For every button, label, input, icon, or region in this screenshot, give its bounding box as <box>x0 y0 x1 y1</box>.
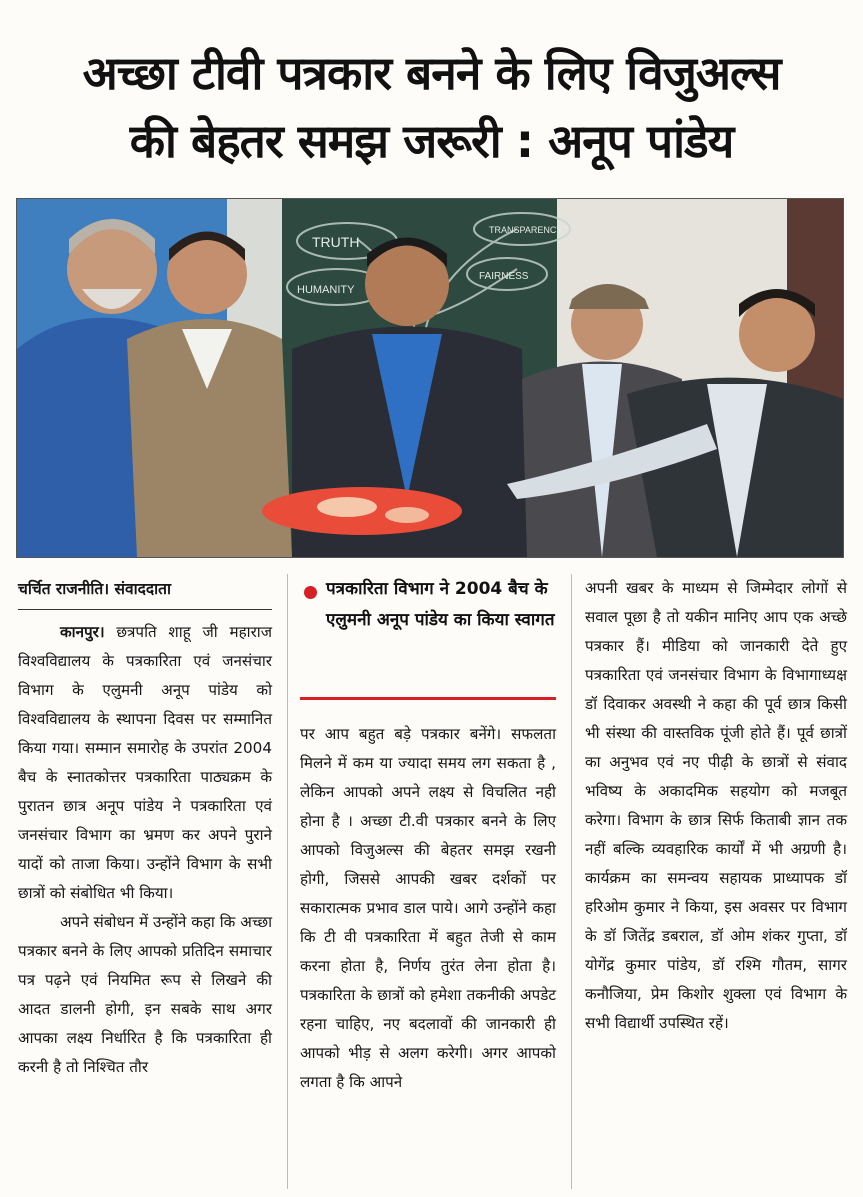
red-bullet-icon <box>304 586 317 599</box>
board-word-truth: TRUTH <box>312 234 360 250</box>
byline: चर्चित राजनीति। संवाददाता <box>18 580 171 598</box>
photo-illustration <box>17 199 843 557</box>
highlight-underline <box>300 697 556 700</box>
highlight-box <box>300 574 556 636</box>
board-word-humanity: HUMANITY <box>297 284 355 296</box>
article-paragraph-1 <box>18 618 272 908</box>
article-column-3-text: अपनी खबर के माध्यम से जिम्मेदार लोगों से सवाल पूछा है तो यकीन मानिए आप एक अच्छे पत्रकार हैं। मीडिया को जानकारी देते हुए पत्रकारिता एवं जनसंचार विभाग के विभागाध्यक्ष डॉ दिवाकर अवस्थी ने कहा की पूर्व छात्र किसी भी संस्था की वास्तविक पूंजी होते हैं। पूर्व छात्रों का अनुभव एवं नए पीढ़ी के छात्रों से संवाद भविष्य के अकादमिक सहयोग को मजबूत करेगा। विभाग के छात्र सिर्फ किताबी ज्ञान तक नहीं बल्कि व्यवहारिक कार्यों में भी अग्रणी है। कार्यक्रम का समन्वय सहायक प्राध्यापक डॉ हरिओम कुमार ने किया, इस अवसर पर विभाग के डॉ जितेंद्र डबराल, डॉ ओम शंकर गुप्ता, डॉ योगेंद्र कुमार पांडेय, डॉ रश्मि गौतम, सागर कनौजिया, प्रेम किशोर शुक्ला एवं विभाग के सभी विद्यार्थी उपस्थित रहें। <box>585 579 847 1032</box>
headline-line-2: की बेहतर समझ जरूरी : अनूप पांडेय <box>129 113 734 168</box>
article-paragraph-2: अपने संबोधन में उन्होंने कहा कि अच्छा पत्रकार बनने के लिए आपको प्रतिदिन समाचार पत्र पढ़ने एवं नियमित रूप से लिखने की आदत डालनी होगी, इन सबके साथ अगर आपका लक्ष्य निर्धारित है कि पत्रकारिता ही करनी है तो निश्चित तौर <box>18 913 272 1076</box>
highlight-text: पत्रकारिता विभाग ने 2004 बैच के एलुमनी अनूप पांडेय का किया स्वागत <box>326 579 555 630</box>
headline-line-1: अच्छा टीवी पत्रकार बनने के लिए विजुअल्स <box>82 45 781 100</box>
byline-divider <box>18 609 272 610</box>
article-column-3 <box>585 574 847 1038</box>
column-divider-1 <box>287 574 288 1189</box>
article-column-2 <box>300 720 556 1097</box>
news-photo <box>16 198 844 558</box>
article-paragraph-1-text: छत्रपति शाहू जी महाराज विश्वविद्यालय के पत्रकारिता एवं जनसंचार विभाग के एलुमनी अनूप पांडेय को विश्वविद्यालय के स्थापना दिवस पर सम्मानित किया गया। सम्मान समारोह के उपरांत 2004 बैच के स्नातकोत्तर पत्रकारिता पाठ्यक्रम के पुरातन छात्र अनूप पांडेय ने पत्रकारिता एवं जनसंचार विभाग का भ्रमण कर अपने पुराने यादों को ताजा किया। उन्होंने विभाग के सभी छात्रों को संबोधित भी किया। <box>18 623 272 902</box>
article-column-2-text: पर आप बहुत बड़े पत्रकार बनेंगे। सफलता मिलने में कम या ज्यादा समय लग सकता है , लेकिन आपको अपने लक्ष्य से विचलित नही होना है । अच्छा टी.वी पत्रकार बनने के लिए आपको विजुअल्स की बेहतर समझ रखनी होगी, जिससे आपकी खबर दर्शकों पर सकारात्मक प्रभाव डाल पाये। आगे उन्होंने कहा कि टी वी पत्रकारिता में बहुत तेजी से काम करना होता है, निर्णय तुरंत लेना होता है। पत्रकारिता के छात्रों को हमेशा तकनीकी अपडेट रहना चाहिए, नए बदलावों की जानकारी ही आपको भीड़ से अलग करेगी। अगर आपको लगता है कि आपने <box>300 725 556 1091</box>
headline <box>14 39 849 175</box>
board-word-fairness: FAIRNESS <box>479 271 529 282</box>
dateline: कानपुर। <box>60 623 105 641</box>
article-column-1 <box>18 618 272 1082</box>
column-divider-2 <box>571 574 572 1189</box>
board-word-transparency: TRANSPARENCY <box>489 225 563 235</box>
